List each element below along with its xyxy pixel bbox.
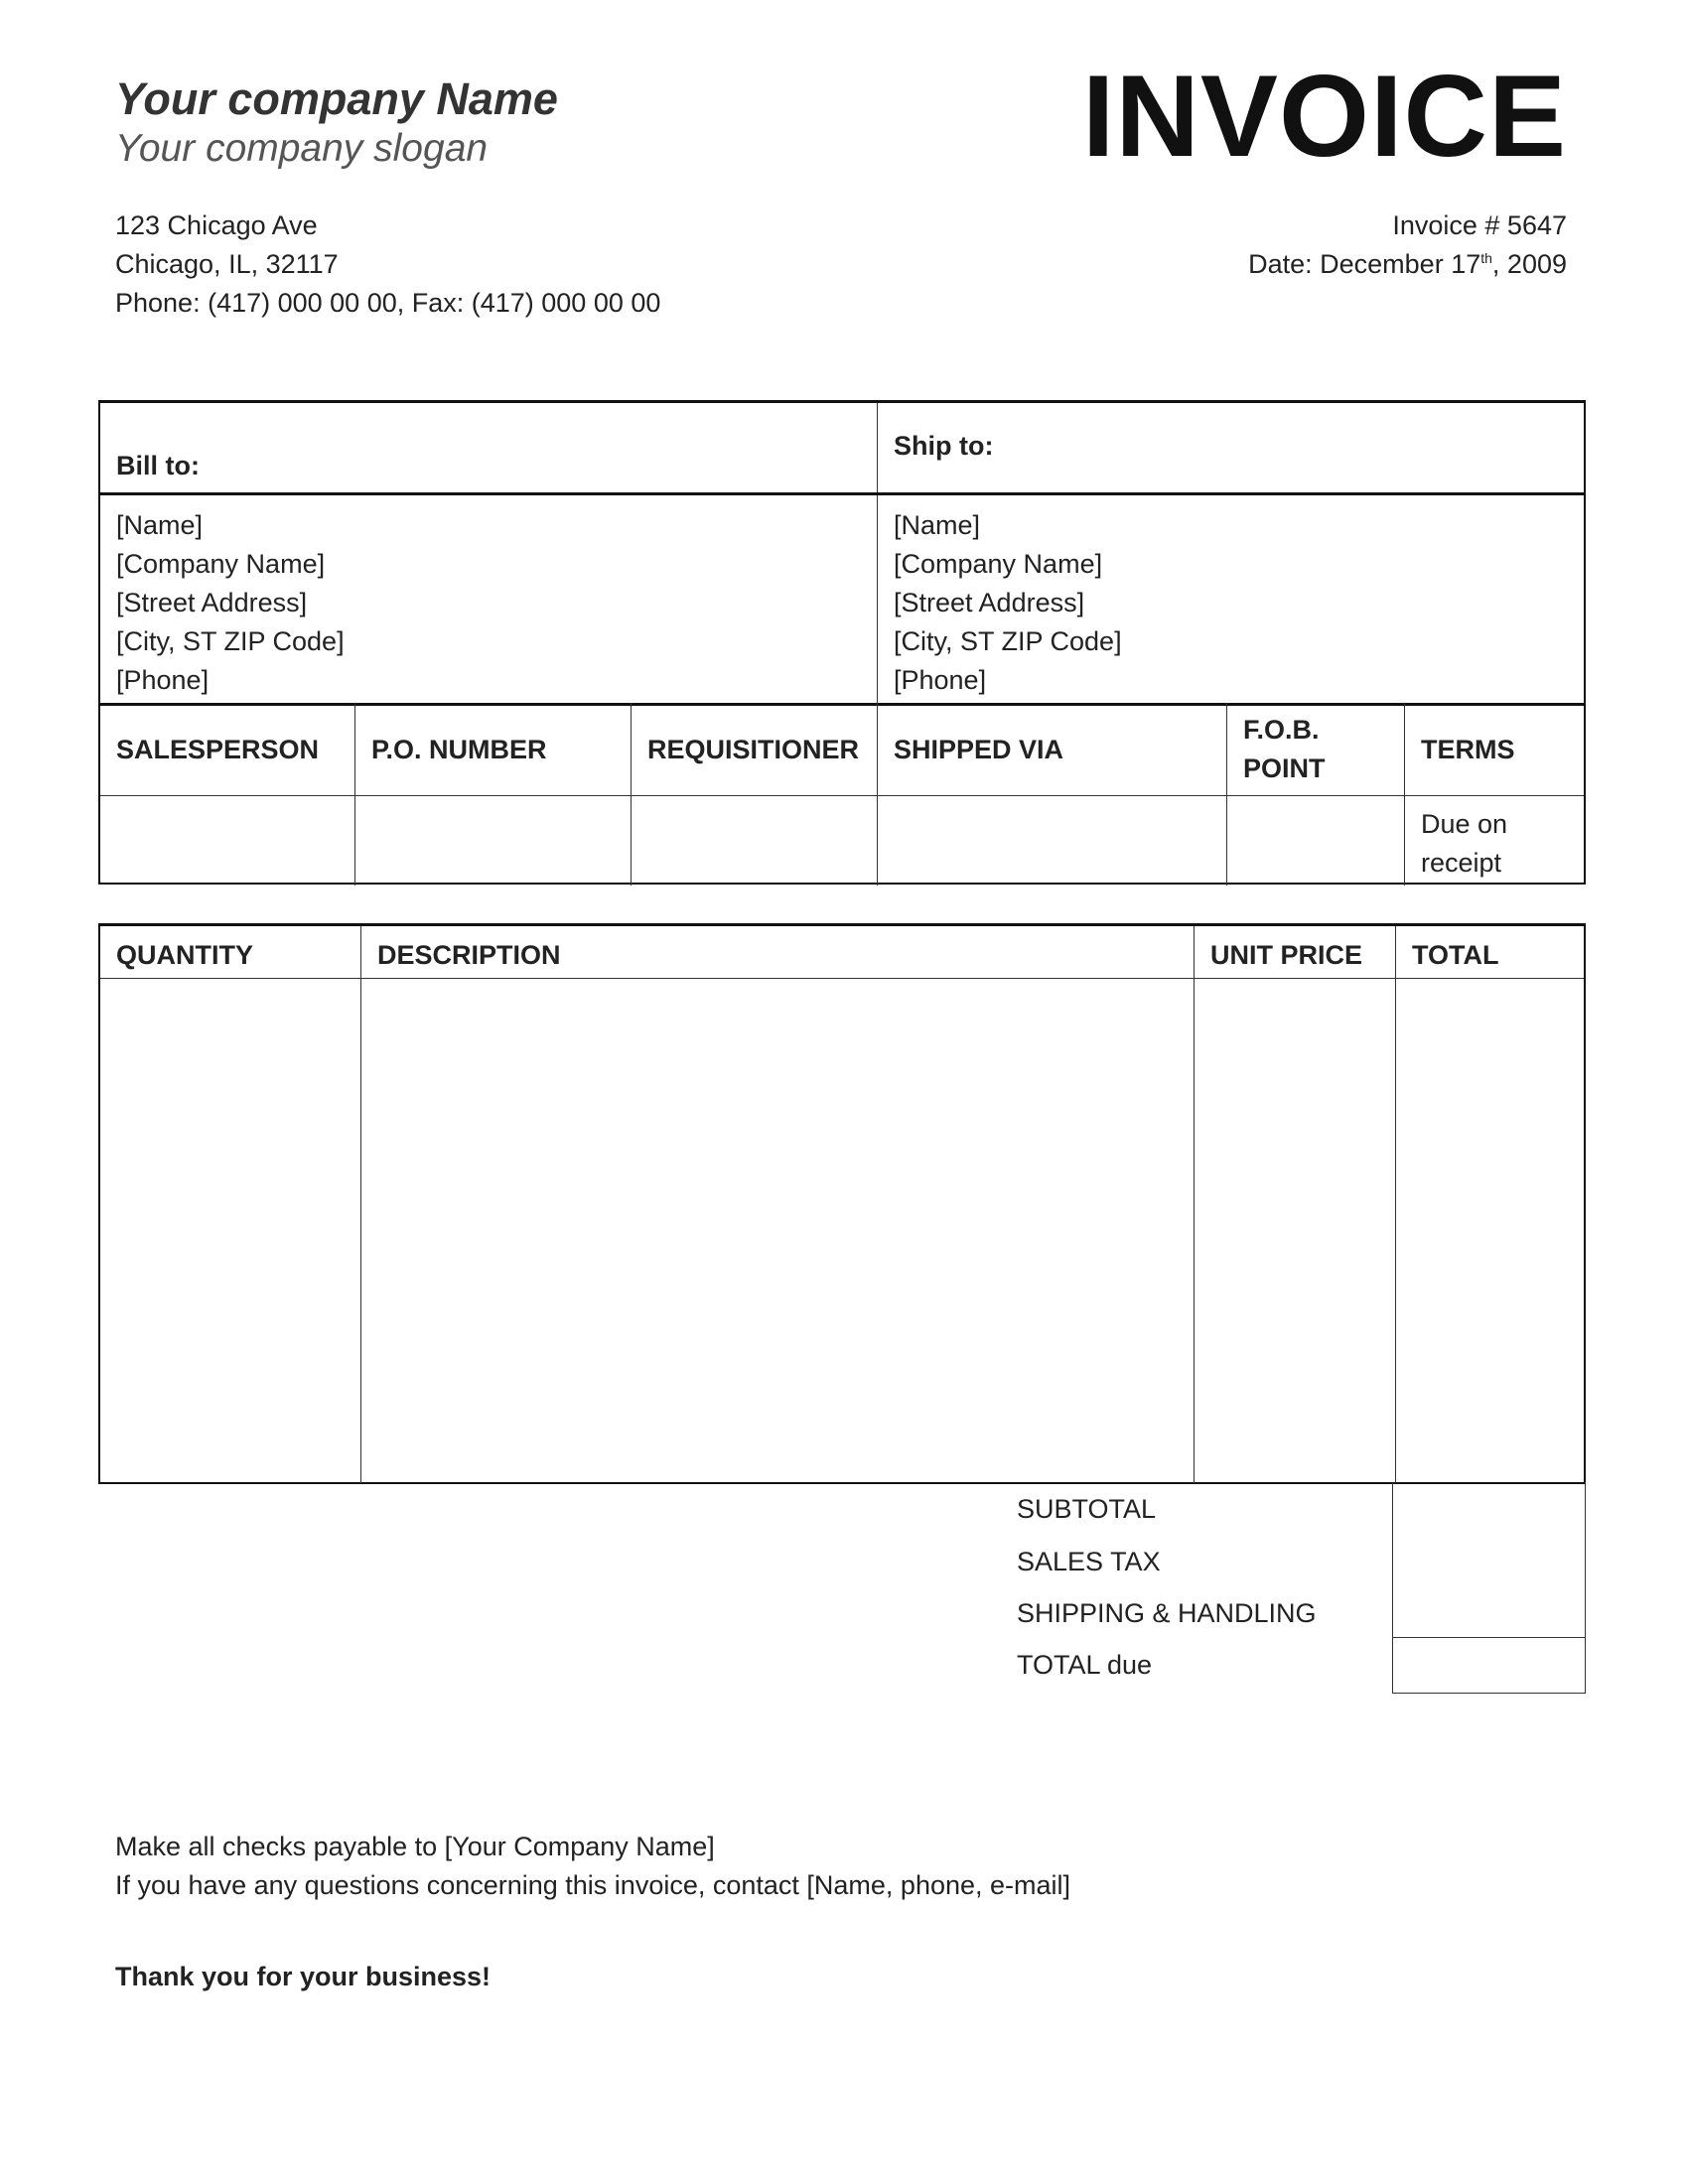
line-items-table [98, 923, 1586, 1484]
order-info-top-rule [100, 703, 1584, 706]
terms-header: TERMS [1421, 735, 1515, 764]
requisitioner-header: REQUISITIONER [647, 735, 860, 764]
bill-to-city: [City, ST ZIP Code] [116, 626, 345, 656]
invoice-number: Invoice # 5647 [1392, 210, 1567, 240]
ship-to-name: [Name] [894, 510, 981, 540]
address-phone-fax: Phone: (417) 000 00 00, Fax: (417) 000 00 00 [115, 288, 661, 318]
fob-header-line2: POINT [1243, 753, 1326, 783]
order-col-divider [1226, 703, 1227, 886]
checks-payable-note: Make all checks payable to [Your Company Name] [115, 1832, 715, 1861]
terms-value-line2: receipt [1421, 848, 1502, 878]
questions-note: If you have any questions concerning this invoice, contact [Name, phone, e-mail] [115, 1870, 1071, 1900]
total-due-rule [1393, 1637, 1585, 1638]
company-name: Your company Name [115, 73, 558, 124]
invoice-date-prefix: Date: December 17 [1248, 249, 1481, 279]
invoice-date-year: , 2009 [1491, 249, 1567, 279]
bill-to-street: [Street Address] [116, 588, 308, 617]
billing-order-block [98, 400, 1586, 885]
terms-value-line1: Due on [1421, 809, 1508, 839]
ship-to-company: [Company Name] [894, 549, 1103, 579]
salesperson-header: SALESPERSON [116, 735, 320, 764]
bill-to-company: [Company Name] [116, 549, 326, 579]
invoice-date [1248, 249, 1567, 280]
invoice-title: INVOICE [1081, 51, 1567, 181]
thank-you-note: Thank you for your business! [115, 1962, 492, 1991]
sales-tax-label: SALES TAX [1017, 1547, 1161, 1576]
shipped-via-header: SHIPPED VIA [894, 735, 1064, 764]
items-col-divider [1194, 926, 1195, 1483]
total-due-label: TOTAL due [1017, 1650, 1153, 1680]
invoice-date-ordinal: th [1480, 250, 1492, 266]
company-slogan: Your company slogan [115, 127, 489, 170]
ship-to-street: [Street Address] [894, 588, 1085, 617]
bill-ship-divider [877, 403, 878, 703]
bill-ship-header-rule [100, 492, 1584, 495]
totals-value-box [1392, 1482, 1586, 1694]
bill-to-name: [Name] [116, 510, 204, 540]
order-col-divider [354, 703, 355, 886]
items-col-divider [1395, 926, 1396, 1483]
items-header-rule [100, 978, 1584, 979]
address-city: Chicago, IL, 32117 [115, 249, 339, 279]
bill-to-label: Bill to: [116, 451, 200, 480]
unit-price-header: UNIT PRICE [1210, 940, 1363, 970]
ship-to-city: [City, ST ZIP Code] [894, 626, 1122, 656]
fob-header-line1: F.O.B. [1243, 715, 1320, 745]
total-header: TOTAL [1412, 940, 1499, 970]
items-col-divider [360, 926, 361, 1483]
subtotal-label: SUBTOTAL [1017, 1494, 1157, 1524]
order-info-header-rule [100, 795, 1584, 796]
order-col-divider [877, 703, 878, 886]
description-header: DESCRIPTION [377, 940, 561, 970]
ship-to-phone: [Phone] [894, 665, 987, 695]
quantity-header: QUANTITY [116, 940, 253, 970]
po-number-header: P.O. NUMBER [371, 735, 547, 764]
address-street: 123 Chicago Ave [115, 210, 318, 240]
order-col-divider [631, 703, 632, 886]
order-col-divider [1404, 703, 1405, 886]
bill-to-phone: [Phone] [116, 665, 210, 695]
shipping-handling-label: SHIPPING & HANDLING [1017, 1598, 1317, 1628]
ship-to-label: Ship to: [894, 431, 994, 461]
